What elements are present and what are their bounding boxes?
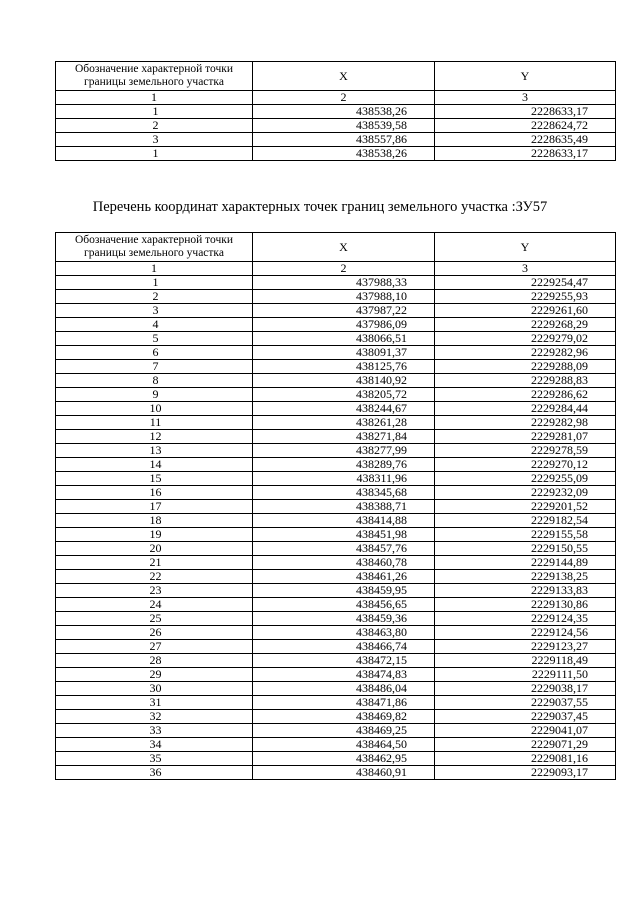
table-row [56, 430, 616, 444]
x-coordinate-cell: 438459,95 [253, 584, 435, 598]
y-coordinate-cell: 2229268,29 [435, 318, 616, 332]
x-coordinate-cell: 438066,51 [253, 332, 435, 346]
x-coordinate-cell: 438466,74 [253, 640, 435, 654]
y-coordinate-cell: 2229124,35 [435, 612, 616, 626]
table-row [56, 542, 616, 556]
y-coordinate-cell: 2229123,27 [435, 640, 616, 654]
point-number-cell: 23 [56, 584, 253, 598]
point-number-cell: 36 [56, 766, 253, 780]
table-row [56, 738, 616, 752]
table-row [56, 766, 616, 780]
x-coordinate-cell: 438472,15 [253, 654, 435, 668]
x-coordinate-cell: 438462,95 [253, 752, 435, 766]
x-coordinate-cell: 438125,76 [253, 360, 435, 374]
y-coordinate-cell: 2229281,07 [435, 430, 616, 444]
point-number-cell: 9 [56, 388, 253, 402]
x-coordinate-cell: 438451,98 [253, 528, 435, 542]
y-coordinate-cell: 2229282,98 [435, 416, 616, 430]
x-coordinate-cell: 438388,71 [253, 500, 435, 514]
table-row [56, 528, 616, 542]
y-coordinate-cell: 2229130,86 [435, 598, 616, 612]
table-row [56, 612, 616, 626]
y-coordinate-cell: 2229255,93 [435, 290, 616, 304]
x-coordinate-cell: 438261,28 [253, 416, 435, 430]
table-row [56, 724, 616, 738]
table-row [56, 374, 616, 388]
column-number: 3 [435, 262, 616, 276]
x-coordinate-cell: 438464,50 [253, 738, 435, 752]
point-number-cell: 11 [56, 416, 253, 430]
table-row [56, 472, 616, 486]
y-coordinate-cell: 2229144,89 [435, 556, 616, 570]
table-header-row [56, 233, 616, 262]
table-row [56, 318, 616, 332]
x-coordinate-cell: 438463,80 [253, 626, 435, 640]
y-coordinate-cell: 2229201,52 [435, 500, 616, 514]
y-coordinate-cell: 2229232,09 [435, 486, 616, 500]
x-coordinate-cell: 437987,22 [253, 304, 435, 318]
x-coordinate-cell: 438277,99 [253, 444, 435, 458]
x-coordinate-cell: 438459,36 [253, 612, 435, 626]
y-coordinate-cell: 2229279,02 [435, 332, 616, 346]
x-coordinate-cell: 438474,83 [253, 668, 435, 682]
point-number-cell: 19 [56, 528, 253, 542]
point-number-cell: 32 [56, 710, 253, 724]
y-coordinate-cell: 2229254,47 [435, 276, 616, 290]
table-body [56, 105, 616, 161]
x-coordinate-cell: 438091,37 [253, 346, 435, 360]
table-row [56, 444, 616, 458]
point-number-cell: 1 [56, 147, 253, 161]
table-row [56, 556, 616, 570]
y-coordinate-cell: 2229182,54 [435, 514, 616, 528]
table-row [56, 640, 616, 654]
table-row [56, 598, 616, 612]
table-body [56, 276, 616, 780]
y-coordinate-cell: 2229124,56 [435, 626, 616, 640]
y-coordinate-cell: 2229261,60 [435, 304, 616, 318]
y-coordinate-cell: 2229278,59 [435, 444, 616, 458]
point-number-cell: 10 [56, 402, 253, 416]
point-number-cell: 6 [56, 346, 253, 360]
y-coordinate-cell: 2229255,09 [435, 472, 616, 486]
header-x: X [253, 233, 435, 262]
table-row [56, 276, 616, 290]
y-coordinate-cell: 2229284,44 [435, 402, 616, 416]
x-coordinate-cell: 438460,78 [253, 556, 435, 570]
point-number-cell: 2 [56, 119, 253, 133]
table-row [56, 388, 616, 402]
header-y: Y [435, 233, 616, 262]
x-coordinate-cell: 437986,09 [253, 318, 435, 332]
table-row [56, 682, 616, 696]
point-number-cell: 29 [56, 668, 253, 682]
point-number-cell: 31 [56, 696, 253, 710]
x-coordinate-cell: 438538,26 [253, 105, 435, 119]
y-coordinate-cell: 2228633,17 [435, 147, 616, 161]
table-row [56, 696, 616, 710]
y-coordinate-cell: 2229037,55 [435, 696, 616, 710]
point-number-cell: 1 [56, 105, 253, 119]
x-coordinate-cell: 438456,65 [253, 598, 435, 612]
table-row [56, 500, 616, 514]
point-number-cell: 13 [56, 444, 253, 458]
point-number-cell: 33 [56, 724, 253, 738]
point-number-cell: 18 [56, 514, 253, 528]
point-number-cell: 20 [56, 542, 253, 556]
x-coordinate-cell: 438469,82 [253, 710, 435, 724]
x-coordinate-cell: 438345,68 [253, 486, 435, 500]
table-row [56, 458, 616, 472]
point-number-cell: 7 [56, 360, 253, 374]
point-number-cell: 28 [56, 654, 253, 668]
y-coordinate-cell: 2229282,96 [435, 346, 616, 360]
y-coordinate-cell: 2228635,49 [435, 133, 616, 147]
y-coordinate-cell: 2229155,58 [435, 528, 616, 542]
table-row [56, 105, 616, 119]
table-row [56, 710, 616, 724]
column-number: 1 [56, 91, 253, 105]
point-number-cell: 5 [56, 332, 253, 346]
table-row [56, 133, 616, 147]
x-coordinate-cell: 438311,96 [253, 472, 435, 486]
header-x: X [253, 62, 435, 91]
x-coordinate-cell: 438140,92 [253, 374, 435, 388]
table-row [56, 332, 616, 346]
x-coordinate-cell: 438538,26 [253, 147, 435, 161]
y-coordinate-cell: 2229038,17 [435, 682, 616, 696]
table-row [56, 584, 616, 598]
column-number-row [56, 91, 616, 105]
table-row [56, 416, 616, 430]
x-coordinate-cell: 438205,72 [253, 388, 435, 402]
coordinates-table-1 [55, 61, 616, 161]
y-coordinate-cell: 2229111,50 [435, 668, 616, 682]
point-number-cell: 24 [56, 598, 253, 612]
point-number-cell: 17 [56, 500, 253, 514]
table-row [56, 290, 616, 304]
point-number-cell: 4 [56, 318, 253, 332]
x-coordinate-cell: 438457,76 [253, 542, 435, 556]
header-point: Обозначение характерной точки границы земельного участка [56, 62, 253, 91]
x-coordinate-cell: 438486,04 [253, 682, 435, 696]
point-number-cell: 12 [56, 430, 253, 444]
x-coordinate-cell: 437988,33 [253, 276, 435, 290]
column-number: 3 [435, 91, 616, 105]
y-coordinate-cell: 2229150,55 [435, 542, 616, 556]
x-coordinate-cell: 438460,91 [253, 766, 435, 780]
x-coordinate-cell: 438471,86 [253, 696, 435, 710]
table-row [56, 304, 616, 318]
point-number-cell: 3 [56, 133, 253, 147]
header-y: Y [435, 62, 616, 91]
point-number-cell: 8 [56, 374, 253, 388]
point-number-cell: 2 [56, 290, 253, 304]
y-coordinate-cell: 2229037,45 [435, 710, 616, 724]
point-number-cell: 35 [56, 752, 253, 766]
point-number-cell: 1 [56, 276, 253, 290]
section-heading: Перечень координат характерных точек границ земельного участка :ЗУ57 [92, 199, 548, 215]
point-number-cell: 14 [56, 458, 253, 472]
x-coordinate-cell: 438469,25 [253, 724, 435, 738]
header-point: Обозначение характерной точки границы земельного участка [56, 233, 253, 262]
x-coordinate-cell: 438557,86 [253, 133, 435, 147]
x-coordinate-cell: 438271,84 [253, 430, 435, 444]
y-coordinate-cell: 2229071,29 [435, 738, 616, 752]
y-coordinate-cell: 2229081,16 [435, 752, 616, 766]
x-coordinate-cell: 438244,67 [253, 402, 435, 416]
y-coordinate-cell: 2229118,49 [435, 654, 616, 668]
table-row [56, 402, 616, 416]
y-coordinate-cell: 2229288,83 [435, 374, 616, 388]
point-number-cell: 27 [56, 640, 253, 654]
y-coordinate-cell: 2229288,09 [435, 360, 616, 374]
point-number-cell: 16 [56, 486, 253, 500]
y-coordinate-cell: 2229041,07 [435, 724, 616, 738]
x-coordinate-cell: 437988,10 [253, 290, 435, 304]
table-row [56, 119, 616, 133]
point-number-cell: 25 [56, 612, 253, 626]
table-row [56, 626, 616, 640]
point-number-cell: 26 [56, 626, 253, 640]
y-coordinate-cell: 2229270,12 [435, 458, 616, 472]
table-header-row [56, 62, 616, 91]
point-number-cell: 22 [56, 570, 253, 584]
y-coordinate-cell: 2229138,25 [435, 570, 616, 584]
table-row [56, 147, 616, 161]
point-number-cell: 30 [56, 682, 253, 696]
point-number-cell: 21 [56, 556, 253, 570]
point-number-cell: 15 [56, 472, 253, 486]
table-row [56, 360, 616, 374]
column-number-row [56, 262, 616, 276]
table-row [56, 486, 616, 500]
column-number: 2 [253, 91, 435, 105]
table-row [56, 668, 616, 682]
y-coordinate-cell: 2229286,62 [435, 388, 616, 402]
x-coordinate-cell: 438539,58 [253, 119, 435, 133]
x-coordinate-cell: 438461,26 [253, 570, 435, 584]
column-number: 2 [253, 262, 435, 276]
table-row [56, 514, 616, 528]
point-number-cell: 3 [56, 304, 253, 318]
x-coordinate-cell: 438414,88 [253, 514, 435, 528]
y-coordinate-cell: 2228624,72 [435, 119, 616, 133]
table-row [56, 570, 616, 584]
x-coordinate-cell: 438289,76 [253, 458, 435, 472]
column-number: 1 [56, 262, 253, 276]
table-row [56, 654, 616, 668]
table-row [56, 752, 616, 766]
table-row [56, 346, 616, 360]
y-coordinate-cell: 2229133,83 [435, 584, 616, 598]
y-coordinate-cell: 2229093,17 [435, 766, 616, 780]
y-coordinate-cell: 2228633,17 [435, 105, 616, 119]
point-number-cell: 34 [56, 738, 253, 752]
coordinates-table-2 [55, 232, 616, 780]
